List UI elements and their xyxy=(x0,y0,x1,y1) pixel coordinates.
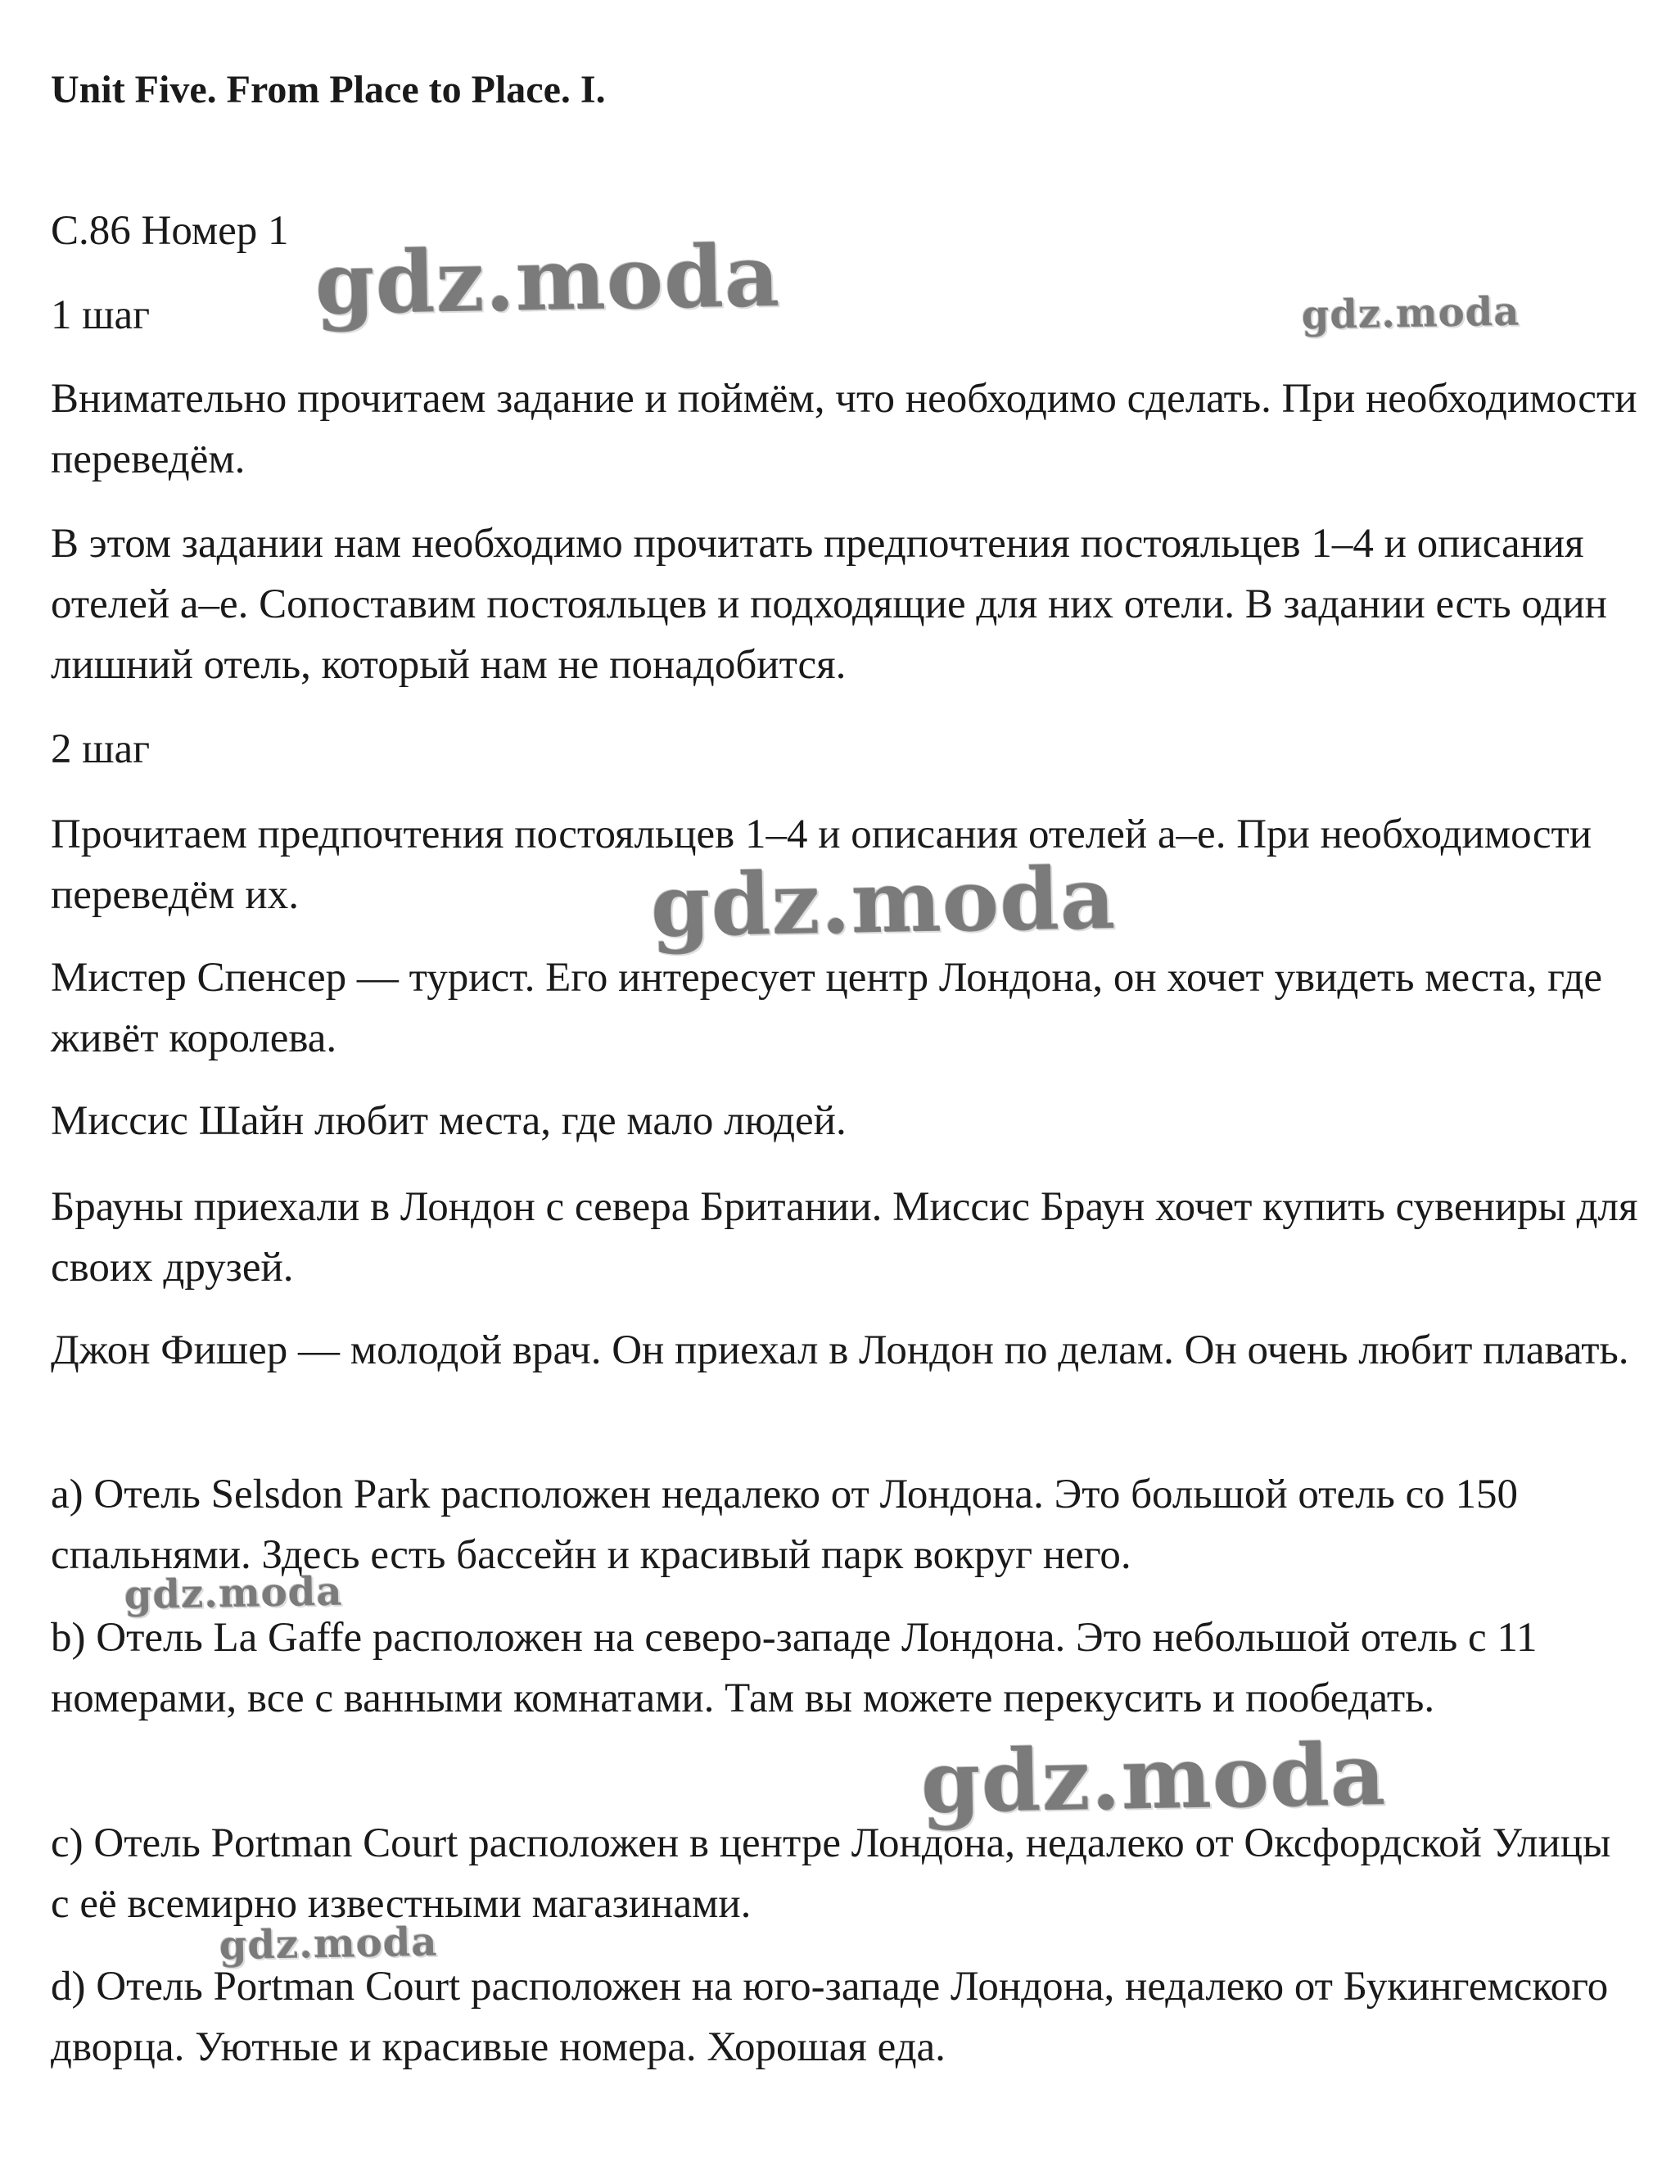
watermark: gdz.moda xyxy=(1301,288,1521,339)
watermark: gdz.moda xyxy=(124,1568,344,1619)
watermark: gdz.moda xyxy=(314,225,782,334)
step-2-heading: 2 шаг xyxy=(51,726,151,772)
watermark: gdz.moda xyxy=(919,1724,1388,1833)
watermark: gdz.moda xyxy=(219,1919,439,1969)
guest-2-shine: Миссис Шайн любит места, где мало людей. xyxy=(51,1098,847,1144)
step-1-heading: 1 шаг xyxy=(51,292,151,338)
guest-1-spencer: Мистер Спенсер — турист. Его интересует центр Лондона, он хочет увидеть места, где живёт королева. xyxy=(51,955,1603,1061)
hotel-b: b) Отель La Gaffe расположен на северо-западе Лондона. Это небольшой отель с 11 номерами, все с ванными комнатами. Там вы можете перекусить и пообедать. xyxy=(51,1615,1538,1721)
guest-4-fisher: Джон Фишер — молодой врач. Он приехал в Лондон по делам. Он очень любит плавать. xyxy=(51,1327,1629,1373)
watermark: gdz.moda xyxy=(649,848,1118,956)
hotel-c: c) Отель Portman Court расположен в центре Лондона, недалеко от Оксфордской Улицы с её всемирно известными магазинами. xyxy=(51,1820,1611,1927)
hotel-a: a) Отель Selsdon Park расположен недалеко от Лондона. Это большой отель со 150 спальнями. Здесь есть бассейн и красивый парк вокруг него. xyxy=(51,1472,1518,1578)
step-2-instruction: Прочитаем предпочтения постояльцев 1–4 и описания отелей a–e. При необходимости переведём их. xyxy=(51,812,1592,918)
step-1-instruction: Внимательно прочитаем задание и поймём, что необходимо сделать. При необходимости переведём. xyxy=(51,376,1637,482)
unit-title: Unit Five. From Place to Place. I. xyxy=(51,68,606,111)
guest-3-browns: Брауны приехали в Лондон с севера Британии. Миссис Браун хочет купить сувениры для своих друзей. xyxy=(51,1184,1638,1291)
hotel-d: d) Отель Portman Court расположен на юго-западе Лондона, недалеко от Букингемского дворца. Уютные и красивые номера. Хорошая еда. xyxy=(51,1964,1609,2070)
exercise-reference: С.86 Номер 1 xyxy=(51,208,289,254)
task-description: В этом задании нам необходимо прочитать предпочтения постояльцев 1–4 и описания отелей a–e. Сопоставим постояльцев и подходящие для них отели. В задании есть один лишний отель, который нам не понадобится. xyxy=(51,521,1607,688)
